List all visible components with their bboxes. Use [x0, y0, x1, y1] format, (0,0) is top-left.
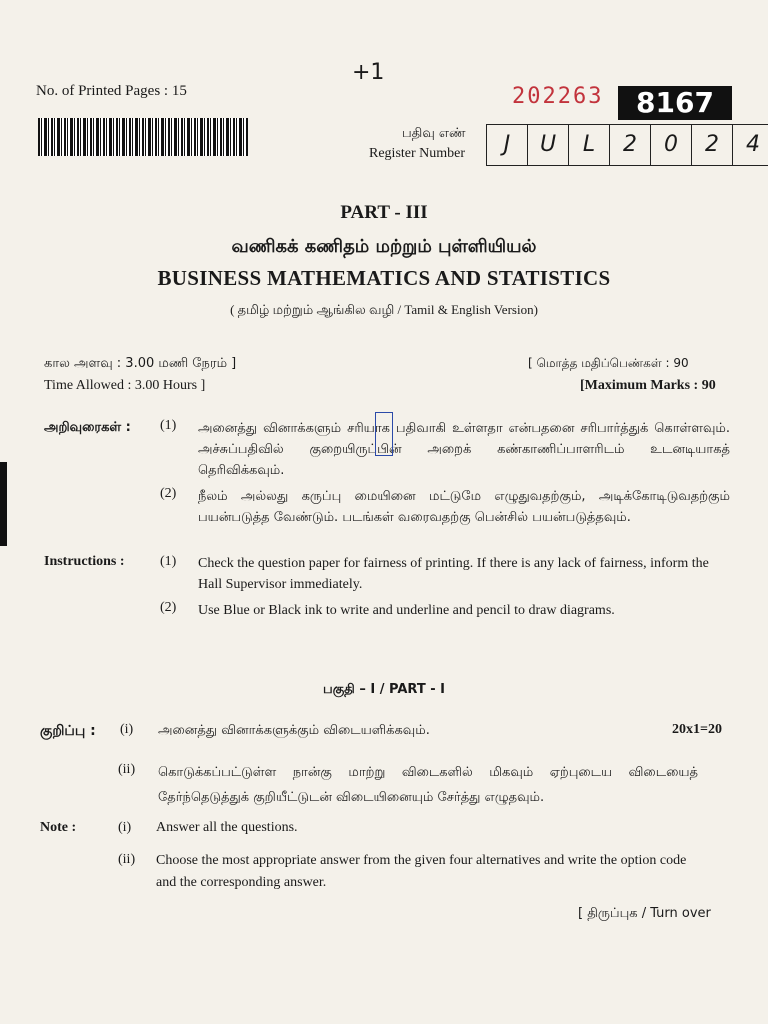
instructions-ta-label: அறிவுரைகள் : — [44, 420, 131, 435]
printed-pages: No. of Printed Pages : 15 — [36, 83, 187, 99]
register-label-ta: பதிவு எண் — [402, 126, 466, 141]
note-ta-1: அனைத்து வினாக்களுக்கும் விடையளிக்கவும். — [158, 723, 430, 738]
section-marks: 20x1=20 — [672, 722, 722, 737]
register-cell[interactable]: 0 — [651, 125, 692, 165]
note-number: (ii) — [118, 852, 136, 867]
instruction-number: (1) — [160, 418, 177, 433]
instruction-number: (2) — [160, 486, 177, 501]
note-en-2: Choose the most appropriate answer from the given four alternatives and write the option code and the corresponding answer. — [156, 853, 687, 890]
margin-mark — [0, 462, 7, 546]
barcode — [38, 118, 248, 156]
note-en-1: Answer all the questions. — [156, 820, 298, 835]
note-ta-label: குறிப்பு : — [40, 723, 96, 739]
time-allowed-ta: கால அளவு : 3.00 மணி நேரம் ] — [44, 356, 237, 371]
instruction-ta-2: நீலம் அல்லது கருப்பு மையினை மட்டுமே எழுதுவதற்கும், அடிக்கோடிடுவதற்கும் பயன்படுத்த வேண்டும். படங்கள் வரைவதற்கு பென்சில் பயன்படுத்தவும். — [198, 489, 730, 525]
instruction-number: (2) — [160, 600, 177, 615]
register-cell[interactable]: 2 — [610, 125, 651, 165]
register-cell[interactable]: J — [487, 125, 528, 165]
instruction-ta-1: அனைத்து வினாக்களும் சரியாக பதிவாகி உள்ளதா என்பதனை சரிபார்த்துக் கொள்ளவும். அச்சுப்பதிவில் குறையிருப்பின் அறைக் கண்காணிப்பாளரிடம் உடனடியாகத் தெரிவிக்கவும். — [198, 421, 730, 478]
paper-code: 8167 — [618, 86, 732, 120]
note-number: (i) — [118, 820, 132, 835]
instruction-en-2: Use Blue or Black ink to write and underline and pencil to draw diagrams. — [198, 603, 615, 618]
instruction-number: (1) — [160, 554, 177, 569]
medium-version: ( தமிழ் மற்றும் ஆங்கில வழி / Tamil & English Version) — [230, 302, 538, 317]
subject-title-en: BUSINESS MATHEMATICS AND STATISTICS — [157, 266, 611, 290]
register-cell[interactable]: 4 — [746, 132, 760, 157]
highlight-box — [375, 412, 393, 456]
register-cell[interactable]: U — [528, 125, 569, 165]
register-label-en: Register Number — [369, 146, 466, 161]
note-en-label: Note : — [40, 820, 77, 835]
max-marks-en: [Maximum Marks : 90 — [580, 378, 716, 393]
max-marks-ta: [ மொத்த மதிப்பெண்கள் : 90 — [528, 356, 689, 370]
subject-title-ta: வணிகக் கணிதம் மற்றும் புள்ளியியல் — [231, 236, 537, 257]
time-allowed-en: Time Allowed : 3.00 Hours ] — [44, 378, 206, 393]
handwritten-mark: +1 — [352, 60, 385, 85]
note-ta-2: கொடுக்கப்பட்டுள்ள நான்கு மாற்று விடைகளில் மிகவும் ஏற்புடைய விடையைத் தேர்ந்தெடுத்துக் குறியீட்டுடன் விடையினையும் சேர்த்து எழுதவும். — [158, 765, 698, 805]
serial-number: 202263 — [512, 84, 604, 109]
register-cell[interactable]: L — [569, 125, 610, 165]
part-title: PART - III — [340, 202, 428, 223]
note-number: (ii) — [118, 762, 136, 777]
note-number: (i) — [120, 722, 134, 737]
part-one-heading: பகுதி – I / PART - I — [323, 682, 445, 697]
instruction-en-1: Check the question paper for fairness of printing. If there is any lack of fairness, inform the Hall Supervisor immediately. — [198, 556, 709, 592]
instructions-en-label: Instructions : — [44, 554, 125, 569]
register-cell[interactable]: 2 — [692, 125, 733, 165]
turn-over: [ திருப்புக / Turn over — [578, 906, 711, 921]
register-number-boxes[interactable] — [486, 124, 768, 166]
